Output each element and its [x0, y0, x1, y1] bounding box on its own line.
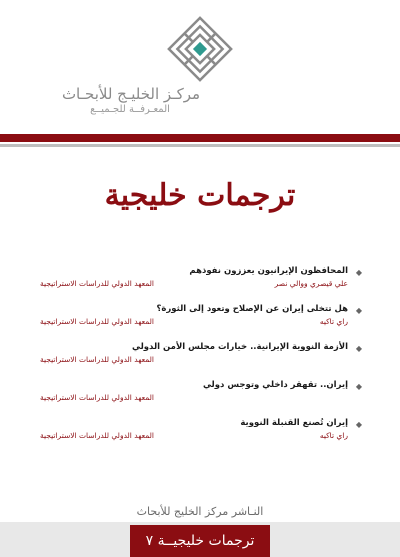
toc-title: إيران.. تقهقر داخلي وتوجس دولي: [202, 380, 348, 390]
toc-item: [40, 380, 362, 418]
toc-item: [40, 304, 362, 342]
diamond-bullet-icon: ◆: [355, 268, 362, 277]
diamond-bullet-icon: ◆: [355, 382, 362, 391]
header: [0, 0, 400, 134]
toc-source: المعهد الدولي للدراسات الاستراتيجية: [40, 393, 154, 402]
divider: [0, 144, 400, 147]
toc-author: راي تاكيه: [319, 431, 348, 440]
table-of-contents: [40, 266, 362, 456]
series-title: ترجمات خليجية: [104, 178, 296, 213]
toc-title: الأزمة النووية الإيرانية.. خيارات مجلس الأمن الدولي: [131, 342, 348, 352]
toc-title: إيران تُصنع القنبلة النووية: [240, 418, 348, 428]
toc-source: المعهد الدولي للدراسات الاستراتيجية: [40, 431, 154, 440]
publisher-line: النـاشر مركز الخليج للأبحاث: [136, 505, 264, 518]
series-badge: ترجمات خليجيــة ٧: [130, 525, 270, 557]
diamond-bullet-icon: ◆: [355, 420, 362, 429]
accent-bar: [0, 134, 400, 142]
logo-icon: [165, 14, 235, 84]
org-tagline: المعـرفــة للجـميــع: [90, 104, 170, 115]
diamond-bullet-icon: ◆: [355, 344, 362, 353]
toc-item: [40, 342, 362, 380]
org-name: مركـز الخليـج للأبحـاث: [61, 85, 201, 103]
diamond-bullet-icon: ◆: [355, 306, 362, 315]
toc-item: [40, 266, 362, 304]
toc-source: المعهد الدولي للدراسات الاستراتيجية: [40, 317, 154, 326]
toc-source: المعهد الدولي للدراسات الاستراتيجية: [40, 355, 154, 364]
toc-item: [40, 418, 362, 456]
toc-title: هل تتخلى إيران عن الإصلاح وتعود إلى الثورة؟: [156, 304, 348, 314]
toc-author: راي تاكيه: [319, 317, 348, 326]
toc-title: المحافظون الإيرانيون يعززون نفوذهم: [189, 266, 348, 276]
toc-author: علي قيصري ووالي نصر: [274, 279, 348, 288]
toc-source: المعهد الدولي للدراسات الاستراتيجية: [40, 279, 154, 288]
